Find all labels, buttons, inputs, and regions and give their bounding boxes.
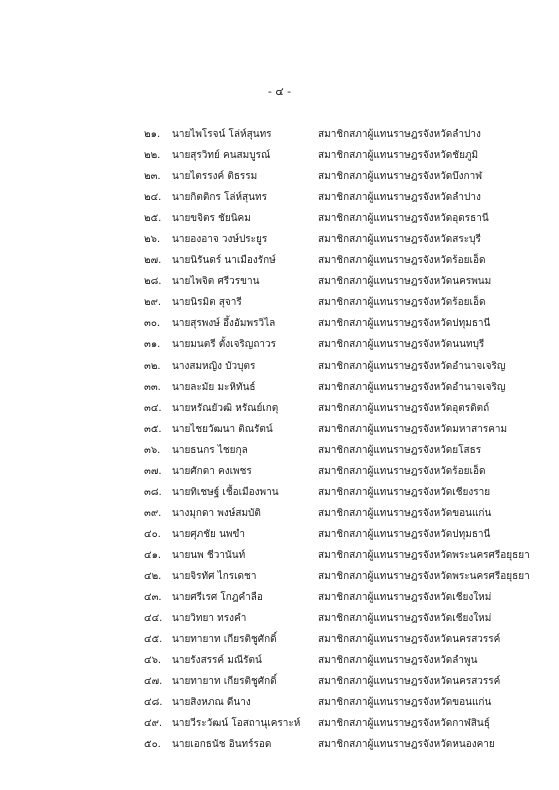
member-role: สมาชิกสภาผู้แทนราษฎรจังหวัดบึงกาฬ [318,171,483,183]
member-row [0,356,559,377]
row-number: ๒๑. [144,129,161,140]
member-role: สมาชิกสภาผู้แทนราษฎรจังหวัดร้อยเอ็ด [318,465,486,477]
member-role: สมาชิกสภาผู้แทนราษฎรจังหวัดลำพูน [318,655,478,667]
member-name: นายมนตรี ตั้งเจริญถาวร [172,339,276,351]
member-row [0,524,559,545]
member-row [0,461,559,482]
member-role: สมาชิกสภาผู้แทนราษฎรจังหวัดอำนาจเจริญ [318,381,506,393]
member-role: สมาชิกสภาผู้แทนราษฎรจังหวัดขอนแก่น [318,507,492,519]
member-row [0,334,559,355]
member-name: นายวิทยา ทรงคำ [172,613,247,625]
row-number: ๔๙. [144,718,163,730]
member-role: สมาชิกสภาผู้แทนราษฎรจังหวัดนครสวรรค์ [318,676,501,688]
member-role: สมาชิกสภาผู้แทนราษฎรจังหวัดกาฬสินธุ์ [318,718,490,730]
row-number: ๔๓. [144,592,162,604]
row-number: ๓๖. [144,444,161,456]
member-row [0,545,559,566]
member-role: สมาชิกสภาผู้แทนราษฎรจังหวัดนครสวรรค์ [318,634,501,646]
member-name: นายละมัย มะหิทันธ์ [172,381,256,393]
member-row [0,587,559,608]
row-number: ๓๑. [144,339,161,351]
member-name: นายศรีเรศ โกฎคำลือ [172,592,263,604]
member-name: นายองอาจ วงษ์ประยูร [172,234,268,246]
member-role: สมาชิกสภาผู้แทนราษฎรจังหวัดมหาสารคาม [318,423,508,435]
row-number: ๓๒. [144,360,161,372]
member-name: นายทายาท เกียรติชูศักดิ์ [172,634,277,646]
member-row [0,419,559,440]
row-number: ๔๘. [144,697,163,709]
member-row [0,650,559,671]
member-name: นายศุภชัย นพขำ [172,528,245,540]
row-number: ๔๖. [144,655,162,667]
member-role: สมาชิกสภาผู้แทนราษฎรจังหวัดอุดรธานี [318,213,489,225]
member-name: นายนพ ชีวานันท์ [172,549,246,561]
member-role: สมาชิกสภาผู้แทนราษฎรจังหวัดลำปาง [318,192,481,204]
row-number: ๔๑. [144,549,162,561]
member-row [0,503,559,524]
member-name: นายไตรรงค์ ติธรรม [172,171,258,183]
row-number: ๔๕. [144,634,163,646]
member-row [0,292,559,313]
member-row [0,629,559,650]
member-role: สมาชิกสภาผู้แทนราษฎรจังหวัดร้อยเอ็ด [318,255,486,267]
member-role: สมาชิกสภาผู้แทนราษฎรจังหวัดเชียงใหม่ [318,613,492,625]
member-role: สมาชิกสภาผู้แทนราษฎรจังหวัดอำนาจเจริญ [318,360,506,372]
member-role: สมาชิกสภาผู้แทนราษฎรจังหวัดลำปาง [318,129,481,140]
row-number: ๒๖. [144,234,161,246]
member-row [0,250,559,271]
row-number: ๒๔. [144,192,162,204]
member-row [0,734,559,755]
member-name: นายนิรมิต สุจารี [172,297,242,309]
row-number: ๓๘. [144,486,162,498]
row-number: ๓๓. [144,381,161,393]
member-role: สมาชิกสภาผู้แทนราษฎรจังหวัดนนทบุรี [318,339,485,351]
member-name: นายไชยวัฒนา ติณรัตน์ [172,423,273,435]
member-name: นายขจิตร ชัยนิคม [172,213,251,225]
member-name: นางมุกดา พงษ์สมบัติ [172,507,261,519]
member-role: สมาชิกสภาผู้แทนราษฎรจังหวัดชัยภูมิ [318,150,479,162]
member-row [0,229,559,250]
member-role: สมาชิกสภาผู้แทนราษฎรจังหวัดอุตรดิตถ์ [318,402,490,414]
row-number: ๒๙. [144,297,162,309]
member-role: สมาชิกสภาผู้แทนราษฎรจังหวัดขอนแก่น [318,697,492,709]
member-row [0,313,559,334]
member-name: นายธนกร ไชยกุล [172,444,248,456]
row-number: ๔๒. [144,570,162,582]
member-row [0,187,559,208]
member-row [0,692,559,713]
row-number: ๕๐. [144,739,161,751]
member-row [0,377,559,398]
member-row [0,671,559,692]
member-name: นายจิรทัศ ไกรเดชา [172,570,257,582]
member-role: สมาชิกสภาผู้แทนราษฎรจังหวัดเชียงราย [318,486,491,498]
member-role: สมาชิกสภาผู้แทนราษฎรจังหวัดพระนครศรีอยุธยา [318,570,530,582]
row-number: ๓๙. [144,507,162,519]
member-list [0,124,559,755]
member-role: สมาชิกสภาผู้แทนราษฎรจังหวัดปทุมธานี [318,528,491,540]
member-row [0,440,559,461]
page-number: - ๔ - [267,85,292,98]
row-number: ๒๘. [144,276,162,288]
row-number: ๓๐. [144,318,161,330]
member-row [0,398,559,419]
row-number: ๔๔. [144,613,163,625]
member-role: สมาชิกสภาผู้แทนราษฎรจังหวัดร้อยเอ็ด [318,297,486,309]
member-row [0,166,559,187]
member-name: นายหรัณยัวฒิ หรัณย์เกตุ [172,402,279,414]
member-name: นายนิรันดร์ นาเมืองรักษ์ [172,255,276,267]
member-row [0,713,559,734]
member-row [0,145,559,166]
member-name: นายศักดา คงเพชร [172,465,252,477]
member-role: สมาชิกสภาผู้แทนราษฎรจังหวัดยโสธร [318,444,482,456]
member-name: นายสิงหภณ ดีนาง [172,697,251,709]
member-name: นายสุรพงษ์ อึ้งอัมพรวิไล [172,318,276,330]
member-row [0,608,559,629]
member-role: สมาชิกสภาผู้แทนราษฎรจังหวัดปทุมธานี [318,318,491,330]
member-name: นางสมหญิง บัวบุตร [172,360,256,372]
member-role: สมาชิกสภาผู้แทนราษฎรจังหวัดหนองคาย [318,739,495,751]
member-row [0,208,559,229]
member-name: นายสุรวิทย์ คนสมบูรณ์ [172,150,271,162]
member-row [0,271,559,292]
member-name: นายไพโรจน์ โล่ห์สุนทร [172,129,272,140]
member-name: นายเอกธนัช อินทร์รอด [172,739,272,751]
member-name: นายกิตติกร โล่ห์สุนทร [172,192,267,204]
row-number: ๒๒. [144,150,161,162]
member-role: สมาชิกสภาผู้แทนราษฎรจังหวัดพระนครศรีอยุธยา [318,549,530,561]
member-row [0,124,559,145]
row-number: ๒๕. [144,213,162,225]
member-name: นายรังสรรค์ มณีรัตน์ [172,655,262,667]
member-name: นายทายาท เกียรติชูศักดิ์ [172,676,277,688]
row-number: ๒๓. [144,171,161,183]
row-number: ๔๐. [144,528,161,540]
row-number: ๓๗. [144,465,162,477]
row-number: ๓๔. [144,402,162,414]
member-row [0,566,559,587]
member-name: นายไพจิต ศรีวรขาน [172,276,260,288]
member-role: สมาชิกสภาผู้แทนราษฎรจังหวัดเชียงใหม่ [318,592,492,604]
member-name: นายวีระวัฒน์ โอสถานุเคราะห์ [172,718,301,730]
row-number: ๓๕. [144,423,162,435]
member-role: สมาชิกสภาผู้แทนราษฎรจังหวัดสระบุรี [318,234,481,246]
member-role: สมาชิกสภาผู้แทนราษฎรจังหวัดนครพนม [318,276,492,288]
member-name: นายทิเชษฐ์ เชื้อเมืองพาน [172,486,279,498]
row-number: ๔๗. [144,676,163,688]
member-row [0,482,559,503]
row-number: ๒๗. [144,255,162,267]
